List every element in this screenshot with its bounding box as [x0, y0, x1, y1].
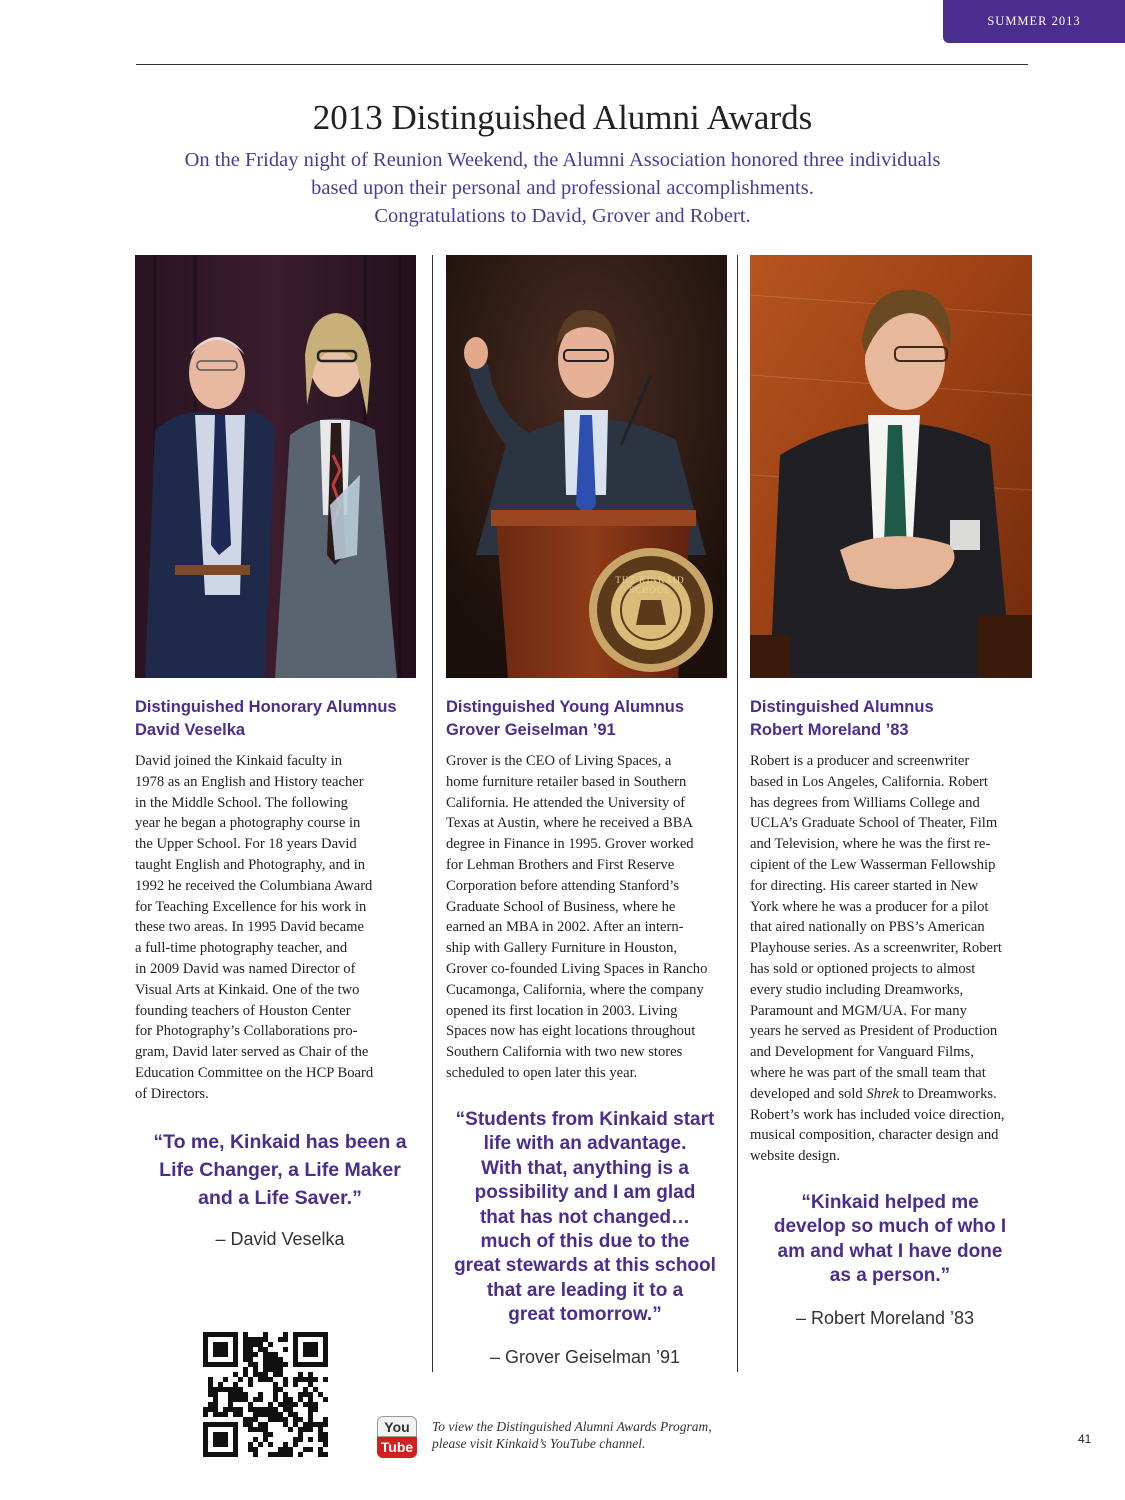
page-number: 41	[1078, 1432, 1092, 1446]
quote-line: Life Changer, a Life Maker	[159, 1159, 401, 1181]
bio-line: Grover co-founded Living Spaces in Rancho	[446, 960, 708, 977]
bio-line: Texas at Austin, where he received a BBA	[446, 815, 693, 832]
bio-line: UCLA’s Graduate School of Theater, Film	[750, 815, 998, 832]
bio-line: York where he was a producer for a pilot	[750, 898, 989, 915]
honoree-bio	[750, 751, 1040, 1167]
caption-line: To view the Distinguished Alumni Awards Program,	[432, 1419, 712, 1434]
bio-line: Education Committee on the HCP Board	[135, 1064, 374, 1081]
issue-label: SUMMER 2013	[987, 14, 1081, 28]
bio-line: David joined the Kinkaid faculty in	[135, 753, 343, 769]
bio-line: California. He attended the University of	[446, 794, 686, 811]
bio-line: musical composition, character design and	[750, 1127, 999, 1144]
bio-line: of Directors.	[135, 1085, 209, 1102]
bio-line: opened its first location in 2003. Living	[446, 1002, 678, 1019]
bio-text: to Dreamworks.	[899, 1085, 997, 1102]
quote-line: am and what I have done	[777, 1240, 1003, 1262]
bio-line: for Teaching Excellence for his work in	[135, 898, 367, 915]
bio-line: that aired nationally on PBS’s American	[750, 919, 985, 936]
bio-line: Paramount and MGM/UA. For many	[750, 1002, 967, 1019]
bio-line: has degrees from Williams College and	[750, 794, 980, 811]
photo-david-veselka	[135, 255, 416, 678]
bio-line: Spaces now has eight locations throughout	[446, 1023, 696, 1040]
bio-line: founding teachers of Houston Center	[135, 1002, 351, 1019]
honoree-bio	[135, 751, 425, 1105]
honoree-bio	[446, 751, 731, 1084]
issue-tab	[943, 0, 1125, 43]
bio-line: in 2009 David was named Director of	[135, 960, 356, 977]
bio-line: year he began a photography course in	[135, 815, 361, 832]
youtube-caption	[432, 1418, 712, 1452]
award-title: Distinguished Honorary Alumnus	[135, 698, 397, 716]
pull-quote	[745, 1191, 1035, 1289]
bio-line: and Development for Vanguard Films,	[750, 1044, 974, 1061]
bio-line: for Photography’s Collaborations pro-	[135, 1023, 358, 1040]
podium-seal-text: THE KINKAID SCHOOL	[615, 575, 685, 595]
bio-line: and Television, where he was the first re-	[750, 836, 991, 853]
bio-text: developed and sold	[750, 1085, 863, 1102]
honoree-name: Robert Moreland ’83	[750, 721, 909, 739]
bio-line: Cucamonga, California, where the company	[446, 981, 704, 998]
quote-line: as a person.”	[829, 1265, 951, 1287]
bio-line: based in Los Angeles, California. Robert	[750, 773, 988, 790]
podium-seal-year: 1906	[639, 650, 661, 662]
bio-line: for directing. His career started in New	[750, 877, 979, 894]
bio-line	[750, 1084, 1040, 1105]
bio-line: home furniture retailer based in Southern	[446, 773, 687, 790]
bio-line: 1978 as an English and History teacher	[135, 773, 364, 790]
article-intro	[0, 146, 1125, 230]
bio-line: website design.	[750, 1148, 840, 1165]
quote-line: “To me, Kinkaid has been a	[153, 1131, 407, 1153]
column-divider	[737, 255, 738, 1372]
bio-line: cipient of the Lew Wasserman Fellowship	[750, 856, 996, 873]
bio-line: gram, David later served as Chair of the	[135, 1044, 369, 1061]
header-rule	[136, 64, 1028, 65]
award-heading	[135, 696, 425, 742]
quote-line: With that, anything is a	[481, 1157, 689, 1179]
youtube-logo-bottom: Tube	[377, 1437, 417, 1458]
quote-line: and a Life Saver.”	[198, 1187, 362, 1209]
quote-line: possibility and I am glad	[474, 1182, 696, 1204]
bio-line: every studio including Dreamworks,	[750, 981, 964, 998]
bio-line: Robert is a producer and screenwriter	[750, 753, 970, 769]
quote-line: much of this due to the	[480, 1231, 690, 1253]
bio-line: degree in Finance in 1995. Grover worked	[446, 836, 694, 853]
quote-attribution: – Grover Geiselman ’91	[489, 1347, 681, 1367]
quote-line: great tomorrow.”	[508, 1304, 662, 1326]
pull-quote	[440, 1108, 730, 1328]
award-title: Distinguished Alumnus	[750, 698, 934, 716]
bio-line: these two areas. In 1995 David became	[135, 919, 364, 936]
bio-line: Graduate School of Business, where he	[446, 898, 676, 915]
quote-line: that has not changed…	[479, 1206, 691, 1228]
article-title: 2013 Distinguished Alumni Awards	[312, 98, 813, 137]
youtube-logo-top: You	[377, 1416, 417, 1437]
qr-code-icon[interactable]	[203, 1332, 328, 1457]
award-heading	[750, 696, 1040, 742]
quote-line: develop so much of who I	[773, 1216, 1007, 1238]
quote-line: great stewards at this school	[454, 1255, 716, 1277]
award-heading	[446, 696, 731, 742]
youtube-icon[interactable]	[377, 1416, 417, 1458]
quote-line: that are leading it to a	[486, 1279, 684, 1301]
bio-line: Southern California with two new stores	[446, 1044, 683, 1061]
bio-line: in the Middle School. The following	[135, 794, 348, 811]
bio-line: ship with Gallery Furniture in Houston,	[446, 940, 678, 957]
column-divider	[432, 255, 433, 1372]
bio-line: where he was part of the small team that	[750, 1064, 986, 1081]
quote-attribution: – David Veselka	[215, 1229, 345, 1249]
bio-line: Playhouse series. As a screenwriter, Robert	[750, 940, 1002, 957]
intro-line: On the Friday night of Reunion Weekend, the Alumni Association honored three individuals	[184, 149, 941, 171]
bio-line: for Lehman Brothers and First Reserve	[446, 856, 675, 873]
photo-grover-geiselman	[446, 255, 727, 678]
caption-line: please visit Kinkaid’s YouTube channel.	[432, 1436, 646, 1451]
quote-line: “Kinkaid helped me	[801, 1192, 979, 1213]
quote-line: life with an advantage.	[483, 1133, 687, 1155]
intro-line: based upon their personal and professional accomplishments.	[311, 177, 814, 199]
bio-line: Corporation before attending Stanford’s	[446, 877, 680, 894]
bio-line: scheduled to open later this year.	[446, 1064, 638, 1081]
quote-line: “Students from Kinkaid start	[455, 1109, 715, 1130]
bio-line: Robert’s work has included voice direction,	[750, 1106, 1005, 1123]
bio-line: the Upper School. For 18 years David	[135, 836, 357, 853]
pull-quote	[130, 1128, 430, 1212]
film-title: Shrek	[866, 1085, 900, 1102]
bio-line: 1992 he received the Columbiana Award	[135, 877, 373, 894]
honoree-name: Grover Geiselman ’91	[446, 721, 616, 739]
photo-robert-moreland	[750, 255, 1032, 678]
bio-line: a full-time photography teacher, and	[135, 940, 348, 957]
bio-line: taught English and Photography, and in	[135, 856, 366, 873]
bio-line: has sold or optioned projects to almost	[750, 960, 976, 977]
bio-line: Grover is the CEO of Living Spaces, a	[446, 753, 672, 769]
intro-line: Congratulations to David, Grover and Robert.	[374, 205, 751, 227]
honoree-name: David Veselka	[135, 721, 246, 739]
bio-line: years he served as President of Production	[750, 1023, 998, 1040]
bio-line: Visual Arts at Kinkaid. One of the two	[135, 981, 360, 998]
bio-line: earned an MBA in 2002. After an intern-	[446, 919, 684, 936]
quote-attribution: – Robert Moreland ’83	[795, 1308, 975, 1328]
award-title: Distinguished Young Alumnus	[446, 698, 685, 716]
